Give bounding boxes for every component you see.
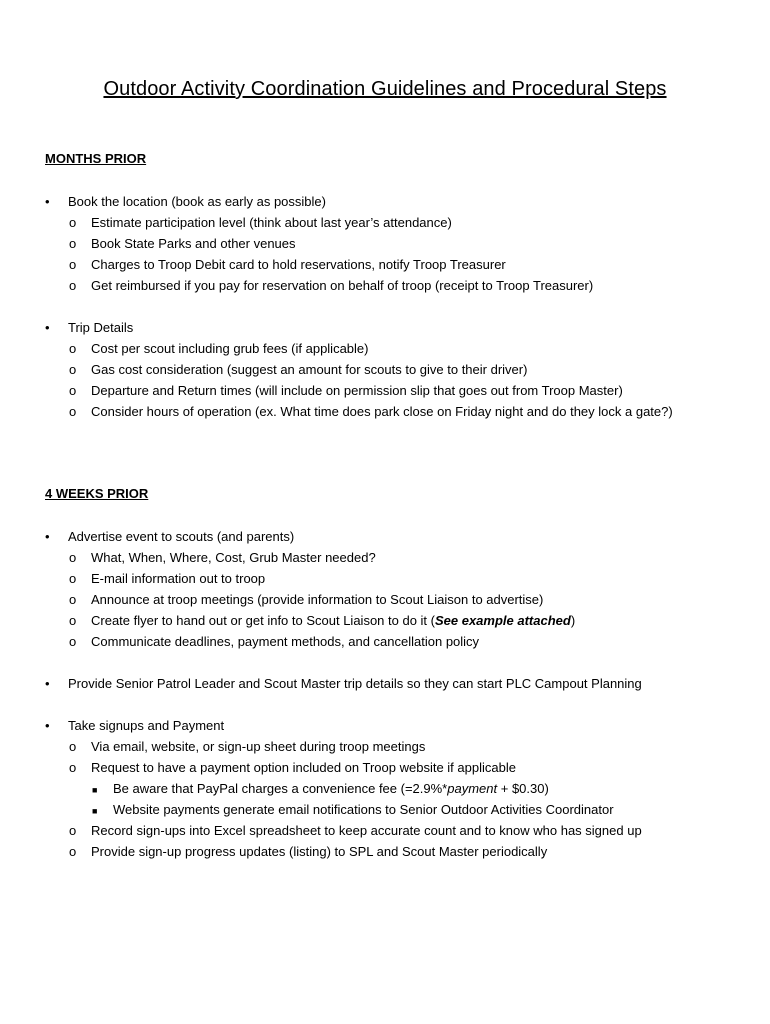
sub-item: Record sign-ups into Excel spreadsheet to keep accurate count and to know who has signed up xyxy=(91,823,642,838)
paypal-fee-tail: + $0.30) xyxy=(497,781,549,796)
section-heading-months-prior: MONTHS PRIOR xyxy=(45,151,147,166)
sub-item: Book State Parks and other venues xyxy=(91,236,296,251)
sub-marker: o xyxy=(69,571,77,586)
bullet-marker: • xyxy=(45,320,50,335)
sub-item: E-mail information out to troop xyxy=(91,571,266,586)
bullet-advertise-event: Advertise event to scouts (and parents) xyxy=(68,529,295,544)
page-title: Outdoor Activity Coordination Guidelines and Procedural Steps xyxy=(103,78,667,100)
sub-marker: o xyxy=(69,236,77,251)
sub-marker: o xyxy=(69,341,77,356)
square-bullet-marker: ■ xyxy=(92,806,98,816)
bullet-provide-trip-details: Provide Senior Patrol Leader and Scout Master trip details so they can start PLC Campout Planning xyxy=(68,676,642,691)
flyer-close-paren: ) xyxy=(570,613,576,628)
bullet-book-location: Book the location (book as early as possible) xyxy=(68,194,326,209)
sub-marker: o xyxy=(69,760,77,775)
sub-item: Consider hours of operation (ex. What time does park close on Friday night and do they lock a gate?) xyxy=(91,404,673,419)
sub-marker: o xyxy=(69,613,77,628)
sub-marker: o xyxy=(69,592,77,607)
subsub-item-paypal-fee xyxy=(113,781,549,797)
sub-marker: o xyxy=(69,383,77,398)
sub-item: Departure and Return times (will include on permission slip that goes out from Troop Master) xyxy=(91,383,623,398)
sub-marker: o xyxy=(69,550,77,565)
paypal-text: Be aware that PayPal charges a convenience fee (=2.9%* xyxy=(113,781,448,796)
bullet-take-signups: Take signups and Payment xyxy=(68,718,225,733)
square-bullet-marker: ■ xyxy=(92,785,98,795)
sub-marker: o xyxy=(69,844,77,859)
sub-item: Communicate deadlines, payment methods, and cancellation policy xyxy=(91,634,480,649)
sub-item-create-flyer xyxy=(91,613,575,629)
sub-marker: o xyxy=(69,823,77,838)
bullet-trip-details: Trip Details xyxy=(68,320,134,335)
see-example-attached-emphasis: See example attached xyxy=(434,613,571,628)
section-heading-4-weeks-prior: 4 WEEKS PRIOR xyxy=(45,486,149,501)
sub-item: Charges to Troop Debit card to hold reservations, notify Troop Treasurer xyxy=(91,257,506,272)
sub-item: Request to have a payment option included on Troop website if applicable xyxy=(91,760,516,775)
sub-item: Announce at troop meetings (provide information to Scout Liaison to advertise) xyxy=(91,592,544,607)
bullet-marker: • xyxy=(45,194,50,209)
sub-marker: o xyxy=(69,215,77,230)
sub-item: Estimate participation level (think about last year’s attendance) xyxy=(91,215,452,230)
sub-marker: o xyxy=(69,634,77,649)
sub-marker: o xyxy=(69,739,77,754)
sub-item: Via email, website, or sign-up sheet during troop meetings xyxy=(91,739,426,754)
payment-emphasis: payment xyxy=(447,781,498,796)
flyer-text: Create flyer to hand out or get info to Scout Liaison to do it ( xyxy=(91,613,435,628)
sub-marker: o xyxy=(69,362,77,377)
subsub-item: Website payments generate email notifications to Senior Outdoor Activities Coordinator xyxy=(113,802,614,817)
sub-marker: o xyxy=(69,404,77,419)
sub-item: Get reimbursed if you pay for reservation on behalf of troop (receipt to Troop Treasurer) xyxy=(91,278,594,293)
sub-marker: o xyxy=(69,278,77,293)
sub-marker: o xyxy=(69,257,77,272)
bullet-marker: • xyxy=(45,718,50,733)
bullet-marker: • xyxy=(45,529,50,544)
sub-item: Gas cost consideration (suggest an amount for scouts to give to their driver) xyxy=(91,362,528,377)
sub-item: Provide sign-up progress updates (listing) to SPL and Scout Master periodically xyxy=(91,844,548,859)
sub-item: Cost per scout including grub fees (if applicable) xyxy=(91,341,369,356)
sub-item: What, When, Where, Cost, Grub Master needed? xyxy=(91,550,376,565)
bullet-marker: • xyxy=(45,676,50,691)
